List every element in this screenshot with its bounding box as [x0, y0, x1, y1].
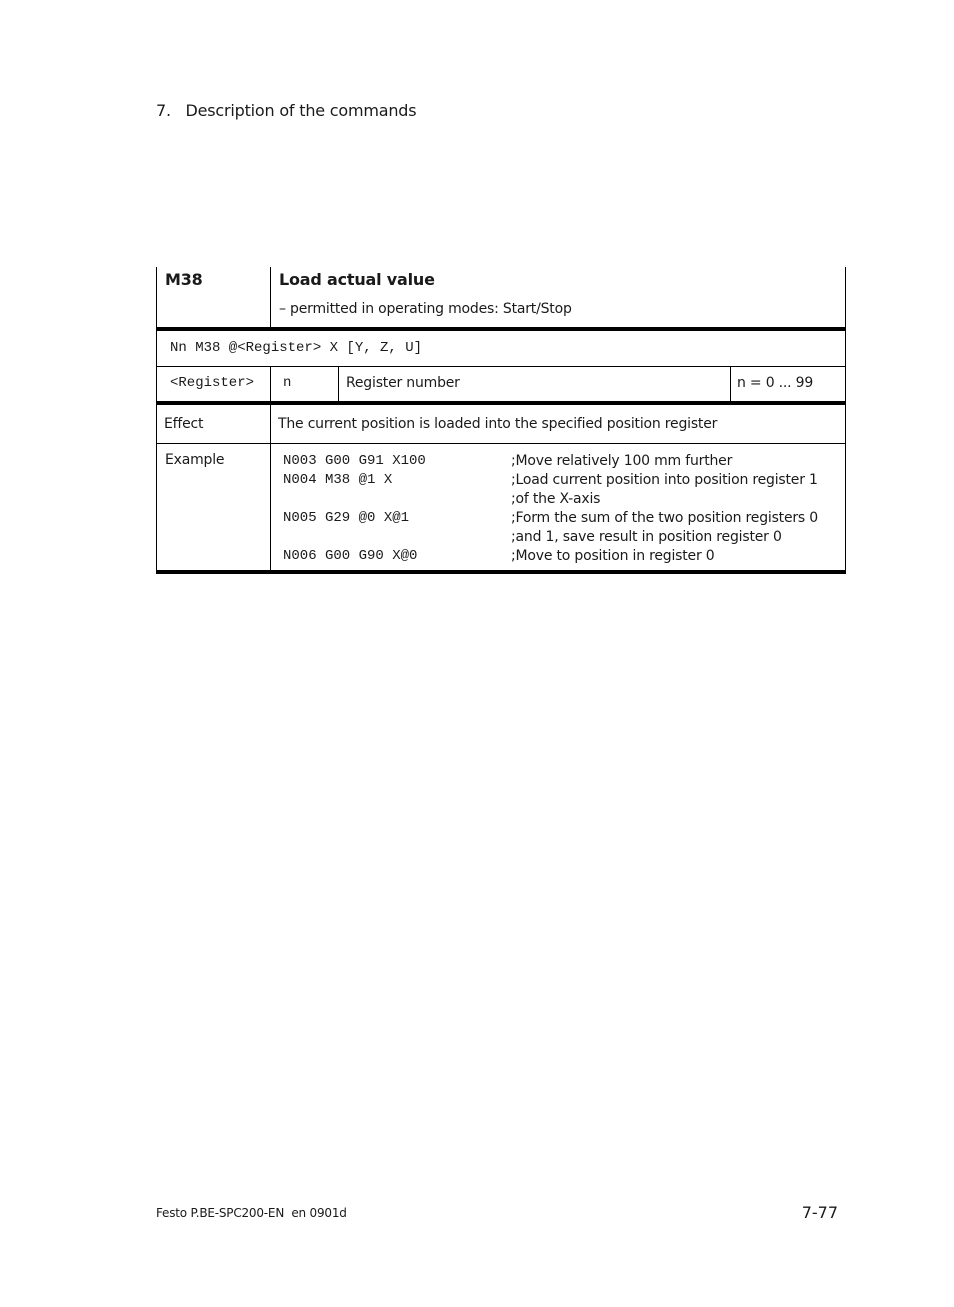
example-code-line: N004 M38 @1 X — [283, 472, 393, 488]
parameter-range: n = 0 ... 99 — [737, 375, 814, 391]
syntax-row — [156, 331, 846, 367]
command-title: Load actual value — [279, 270, 435, 289]
chapter-heading: 7. Description of the commands — [156, 101, 417, 120]
page-number: 7-77 — [801, 1203, 838, 1222]
parameter-range-cell — [731, 367, 845, 401]
effect-label-cell — [157, 405, 271, 443]
effect-label: Effect — [164, 416, 204, 432]
document-reference: Festo P.BE-SPC200-EN en 0901d — [156, 1206, 347, 1220]
example-comment-line: ;and 1, save result in position register 0 — [511, 529, 782, 545]
parameter-description: Register number — [346, 375, 460, 391]
command-title-row — [156, 267, 846, 331]
effect-text: The current position is loaded into the specified position register — [278, 416, 718, 432]
example-code-line: N003 G00 G91 X100 — [283, 453, 426, 469]
example-code-line: N006 G00 G90 X@0 — [283, 548, 418, 564]
example-label-cell — [157, 444, 271, 570]
example-comment-line: ;Move relatively 100 mm further — [511, 453, 733, 469]
example-comment-line: ;Form the sum of the two position registers 0 — [511, 510, 818, 526]
command-syntax: Nn M38 @<Register> X [Y, Z, U] — [170, 340, 423, 356]
parameter-symbol-cell — [271, 367, 339, 401]
command-code: M38 — [165, 270, 203, 289]
parameter-description-cell — [339, 367, 731, 401]
parameter-symbol: n — [283, 375, 292, 391]
example-comment-line: ;Move to position in register 0 — [511, 548, 715, 564]
effect-row — [156, 405, 846, 444]
parameter-name-cell — [157, 367, 271, 401]
parameter-name: <Register> — [170, 375, 255, 391]
example-row — [156, 444, 846, 574]
parameter-row — [156, 367, 846, 405]
example-label: Example — [165, 452, 225, 468]
command-subtitle: – permitted in operating modes: Start/Stop — [279, 301, 572, 317]
example-code-line: N005 G29 @0 X@1 — [283, 510, 410, 526]
example-comment-line: ;of the X-axis — [511, 491, 601, 507]
command-table — [156, 267, 844, 574]
example-comment-line: ;Load current position into position register 1 — [511, 472, 818, 488]
